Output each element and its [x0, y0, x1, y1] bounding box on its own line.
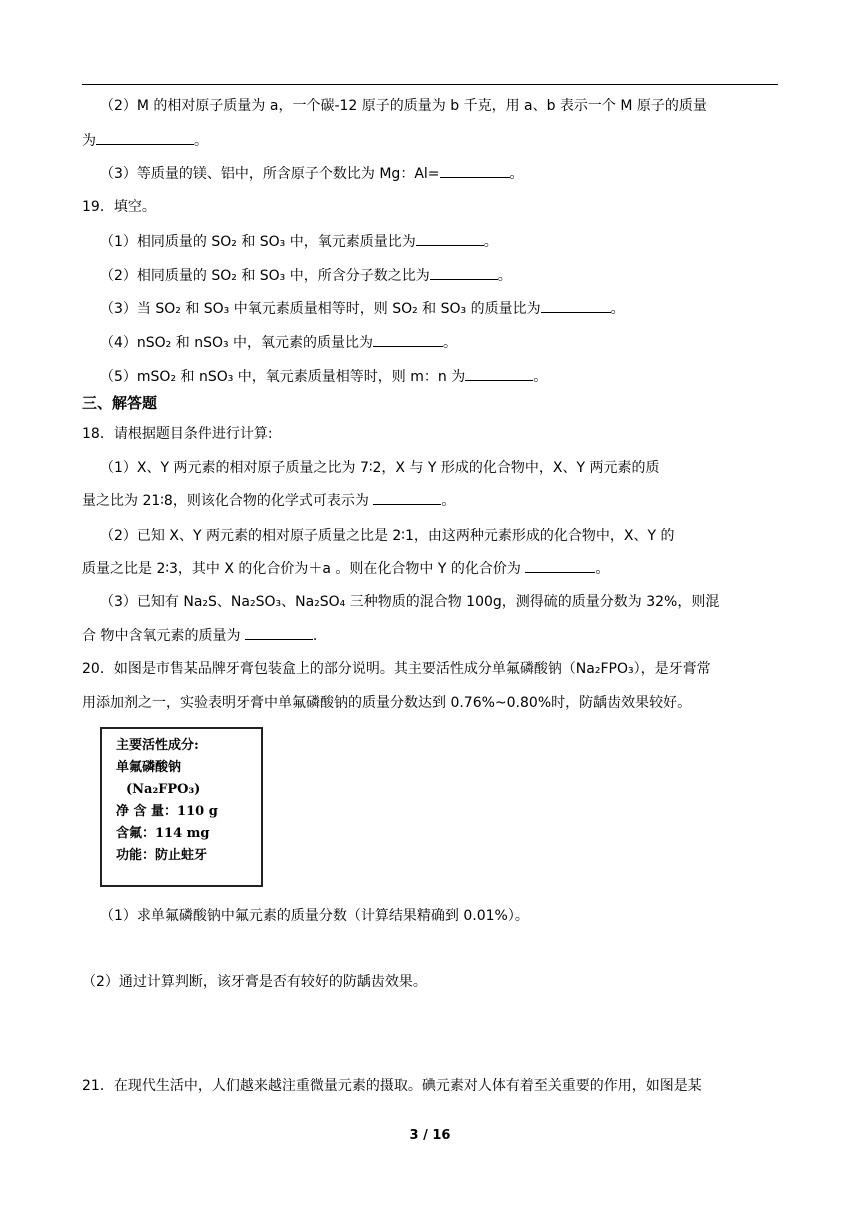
q19-part3: （3）当 SO₂ 和 SO₃ 中氧元素质量相等时，则 SO₂ 和 SO₃ 的质量比为 。: [100, 298, 625, 319]
answer-blank[interactable]: [96, 130, 194, 145]
answer-blank[interactable]: [440, 163, 510, 178]
label-line: 含氟：114 mg: [116, 826, 210, 841]
answer-blank[interactable]: [465, 366, 533, 381]
q-mass-2b: 为 。: [82, 130, 208, 151]
answer-blank[interactable]: [373, 490, 441, 505]
q18-part2b: 质量之比是 2∶3，其中 X 的化合价为＋a 。则在化合物中 Y 的化合价为 。: [82, 558, 609, 579]
label-line: 主要活性成分:: [116, 738, 199, 753]
header-rule: [82, 84, 778, 85]
answer-blank[interactable]: [416, 231, 484, 246]
question-18-title: 18．请根据题目条件进行计算:: [82, 426, 273, 442]
q-mass-2a: （2）M 的相对原子质量为 a，一个碳-12 原子的质量为 b 千克，用 a、b 表示一个 M 原子的质量: [100, 98, 707, 114]
q18-part3a: （3）已知有 Na₂S、Na₂SO₃、Na₂SO₄ 三种物质的混合物 100g，测得硫的质量分数为 32%，则混: [100, 594, 720, 610]
answer-blank[interactable]: [430, 265, 498, 280]
label-line: 单氟磷酸钠: [116, 760, 182, 775]
q20-part1: （1）求单氟磷酸钠中氟元素的质量分数（计算结果精确到 0.01%）。: [100, 908, 529, 924]
label-line: (Na₂FPO₃): [126, 782, 201, 797]
toothpaste-label-image: [100, 727, 263, 887]
question-20-line2: 用添加剂之一，实验表明牙膏中单氟磷酸钠的质量分数达到 0.76%~0.80%时，防龋齿效果较好。: [82, 695, 692, 711]
q18-part1a: （1）X、Y 两元素的相对原子质量之比为 7∶2，X 与 Y 形成的化合物中，X、Y 两元素的质: [100, 460, 660, 476]
label-line: 净 含 量：110 g: [116, 804, 218, 819]
question-19-title: 19．填空。: [82, 199, 156, 215]
question-20-line1: 20．如图是市售某品牌牙膏包装盒上的部分说明。其主要活性成分单氟磷酸钠（Na₂FPO₃），是牙膏常: [82, 661, 711, 677]
q18-part3b: 合 物中含氧元素的质量为 .: [82, 625, 317, 646]
q20-part2: （2）通过计算判断，该牙膏是否有较好的防龋齿效果。: [82, 974, 427, 990]
q19-part4: （4）nSO₂ 和 nSO₃ 中，氧元素的质量比为 。: [100, 332, 457, 353]
q19-part5: （5）mSO₂ 和 nSO₃ 中，氧元素质量相等时，则 m：n 为 。: [100, 366, 547, 387]
q19-part2: （2）相同质量的 SO₂ 和 SO₃ 中，所含分子数之比为 。: [100, 265, 512, 286]
answer-blank[interactable]: [373, 332, 443, 347]
question-21-line1: 21．在现代生活中，人们越来越注重微量元素的摄取。碘元素对人体有着至关重要的作用，如图是某: [82, 1078, 702, 1094]
q18-part2a: （2）已知 X、Y 两元素的相对原子质量之比是 2∶1，由这两种元素形成的化合物中，X、Y 的: [100, 528, 675, 544]
answer-blank[interactable]: [525, 558, 595, 573]
label-line: 功能：防止蛀牙: [116, 848, 208, 863]
answer-blank[interactable]: [541, 298, 611, 313]
q-mass-3: （3）等质量的镁、铝中，所含原子个数比为 Mg：Al= 。: [100, 163, 524, 184]
q19-part1: （1）相同质量的 SO₂ 和 SO₃ 中，氧元素质量比为 。: [100, 231, 498, 252]
section-heading: 三、解答题: [82, 394, 158, 412]
q18-part1b: 量之比为 21∶8，则该化合物的化学式可表示为 。: [82, 490, 455, 511]
page-number: 3 / 16: [409, 1128, 451, 1143]
answer-blank[interactable]: [245, 625, 313, 640]
